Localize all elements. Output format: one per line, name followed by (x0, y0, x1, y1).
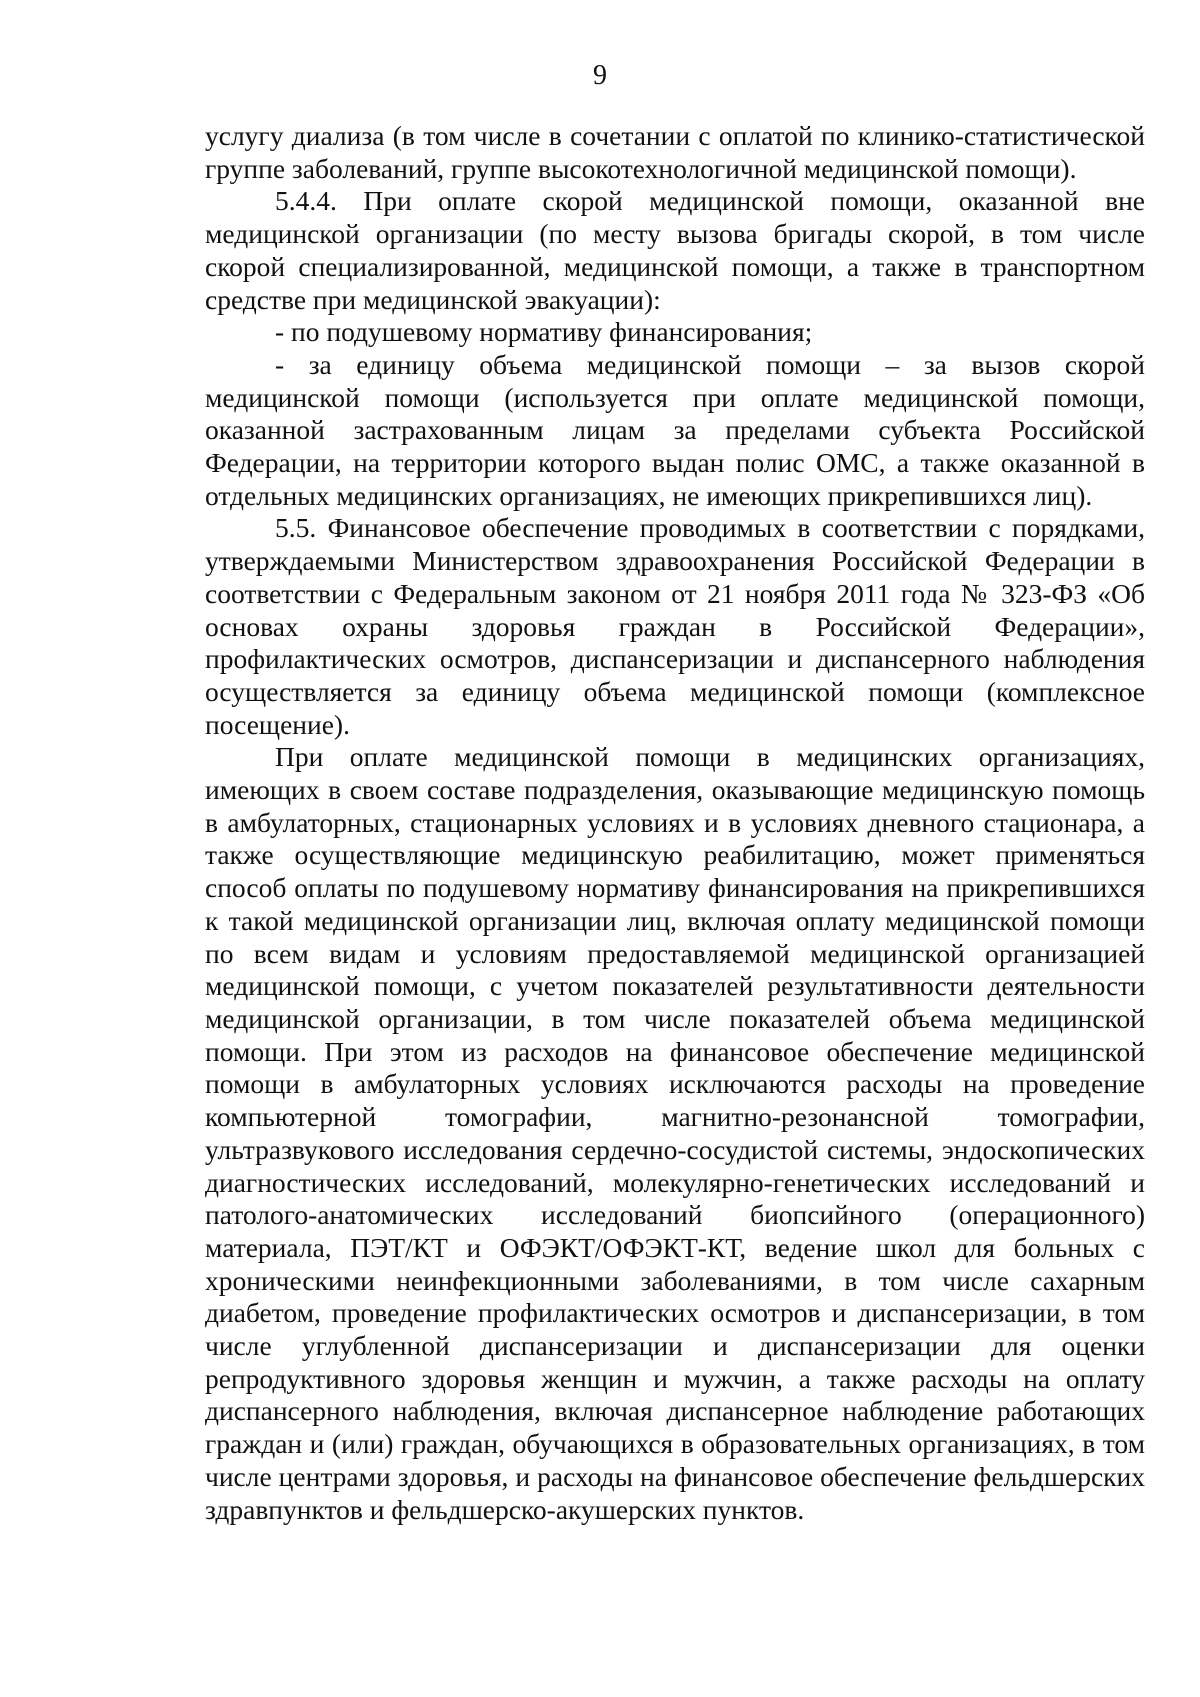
paragraph-5-5: 5.5. Финансовое обеспечение проводимых в соответствии с порядками, утверждаемыми Министерством здравоохранения Российской Федерации в соответствии с Федеральным законом от 21 ноября 2011 года № 323-ФЗ «Об основах охраны здоровья граждан в Российской Федерации», профилактических осмотров, диспансеризации и диспансерного наблюдения осуществляется за единицу объема медицинской помощи (комплексное посещение). (205, 512, 1145, 740)
paragraph-dialysis-continuation: услугу диализа (в том числе в сочетании с оплатой по клинико-статистической группе заболеваний, группе высокотехнологичной медицинской помощи). (205, 120, 1145, 184)
paragraph-5-4-4: 5.4.4. При оплате скорой медицинской помощи, оказанной вне медицинской организации (по месту вызова бригады скорой, в том числе скорой специализированной, медицинской помощи, а также в транспортном средстве при медицинской эвакуации): (205, 185, 1145, 315)
list-item-per-capita: - по подушевому нормативу финансирования; (275, 316, 813, 348)
paragraph-payment-method: При оплате медицинской помощи в медицинских организациях, имеющих в своем составе подразделения, оказывающие медицинскую помощь в амбулаторных, стационарных условиях и в условиях дневного стационара, а также осуществляющие медицинскую реабилитацию, может применяться способ оплаты по подушевому нормативу финансирования на прикрепившихся к такой медицинской организации лиц, включая оплату медицинской помощи по всем видам и условиям предоставляемой медицинской организацией медицинской помощи, с учетом показателей результативности деятельности медицинской организации, в том числе показателей объема медицинской помощи. При этом из расходов на финансовое обеспечение медицинской помощи в амбулаторных условиях исключаются расходы на проведение компьютерной томографии, магнитно-резонансной томографии, ультразвукового исследования сердечно-сосудистой системы, эндоскопических диагностических исследований, молекулярно-генетических исследований и патолого-анатомических исследований биопсийного (операционного) материала, ПЭТ/КТ и ОФЭКТ/ОФЭКТ-КТ, ведение школ для больных с хроническими неинфекционными заболеваниями, в том числе сахарным диабетом, проведение профилактических осмотров и диспансеризации, в том числе углубленной диспансеризации и диспансеризации для оценки репродуктивного здоровья женщин и мужчин, а также расходы на оплату диспансерного наблюдения, включая диспансерное наблюдение работающих граждан и (или) граждан, обучающихся в образовательных организациях, в том числе центрами здоровья, и расходы на финансовое обеспечение фельдшерских здравпунктов и фельдшерско-акушерских пунктов. (205, 741, 1145, 1525)
list-item-per-unit: - за единицу объема медицинской помощи – за вызов скорой медицинской помощи (используется при оплате медицинской помощи, оказанной застрахованным лицам за пределами субъекта Российской Федерации, на территории которого выдан полис ОМС, а также оказанной в отдельных медицинских организациях, не имеющих прикрепившихся лиц). (205, 348, 1145, 511)
page-number: 9 (593, 60, 607, 91)
document-body (205, 120, 1145, 1526)
